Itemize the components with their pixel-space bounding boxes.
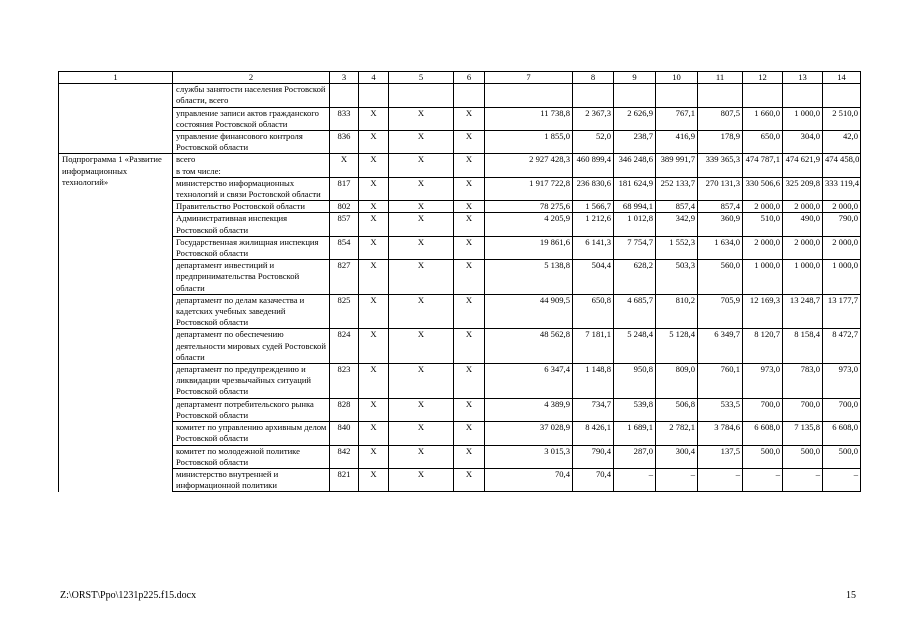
value-cell: 5 128,4 <box>656 329 698 364</box>
value-cell <box>330 84 359 107</box>
value-cell: X <box>359 294 389 329</box>
value-cell: 500,0 <box>823 445 861 468</box>
recipient-name: министерство внутренней и информационной политики <box>173 468 330 491</box>
value-cell: 12 169,3 <box>743 294 783 329</box>
value-cell: 490,0 <box>783 213 823 236</box>
value-cell: 137,5 <box>698 445 743 468</box>
value-cell: 389 991,7 <box>656 154 698 177</box>
value-cell: 339 365,3 <box>698 154 743 177</box>
table-row <box>59 398 861 421</box>
value-cell: 1 000,0 <box>743 260 783 295</box>
value-cell: 504,4 <box>573 260 614 295</box>
value-cell: – <box>656 468 698 491</box>
value-cell: X <box>454 398 485 421</box>
value-cell: 78 275,6 <box>485 201 573 213</box>
value-cell: 13 177,7 <box>823 294 861 329</box>
value-cell: – <box>698 468 743 491</box>
value-cell: 48 562,8 <box>485 329 573 364</box>
value-cell: 760,1 <box>698 364 743 399</box>
value-cell: X <box>454 422 485 445</box>
value-cell: 824 <box>330 329 359 364</box>
value-cell: 857,4 <box>656 201 698 213</box>
value-cell: X <box>330 154 359 177</box>
value-cell: 1 660,0 <box>743 107 783 130</box>
value-cell: 236 830,6 <box>573 177 614 200</box>
table-row <box>59 468 861 491</box>
recipient-name: департамент по делам казачества и кадетских учебных заведений Ростовской области <box>173 294 330 329</box>
value-cell: 346 248,6 <box>614 154 656 177</box>
blank-cell <box>59 131 173 154</box>
value-cell: 3 784,6 <box>698 422 743 445</box>
value-cell: X <box>454 236 485 259</box>
value-cell: – <box>743 468 783 491</box>
value-cell: X <box>389 201 454 213</box>
value-cell: X <box>359 107 389 130</box>
value-cell: 1 917 722,8 <box>485 177 573 200</box>
value-cell: 1 689,1 <box>614 422 656 445</box>
value-cell: X <box>454 468 485 491</box>
value-cell: 828 <box>330 398 359 421</box>
value-cell: X <box>389 468 454 491</box>
value-cell: 1 855,0 <box>485 131 573 154</box>
value-cell: 705,9 <box>698 294 743 329</box>
value-cell: 1 000,0 <box>823 260 861 295</box>
value-cell: 5 248,4 <box>614 329 656 364</box>
value-cell: 807,5 <box>698 107 743 130</box>
value-cell: X <box>359 364 389 399</box>
value-cell: 8 120,7 <box>743 329 783 364</box>
value-cell: X <box>359 468 389 491</box>
column-number: 2 <box>173 72 330 84</box>
value-cell: X <box>359 236 389 259</box>
value-cell: 823 <box>330 364 359 399</box>
value-cell: 510,0 <box>743 213 783 236</box>
column-number: 10 <box>656 72 698 84</box>
value-cell <box>743 84 783 107</box>
value-cell: 300,4 <box>656 445 698 468</box>
value-cell: 857,4 <box>698 201 743 213</box>
table-row <box>59 294 861 329</box>
value-cell: 1 148,8 <box>573 364 614 399</box>
value-cell <box>823 84 861 107</box>
value-cell: 6 608,0 <box>823 422 861 445</box>
table-row <box>59 329 861 364</box>
column-number: 5 <box>389 72 454 84</box>
value-cell: X <box>454 213 485 236</box>
table-row <box>59 154 861 177</box>
value-cell: 783,0 <box>783 364 823 399</box>
blank-cell <box>59 84 173 107</box>
value-cell: 821 <box>330 468 359 491</box>
value-cell: X <box>454 154 485 177</box>
value-cell: 857 <box>330 213 359 236</box>
column-number: 14 <box>823 72 861 84</box>
value-cell: X <box>359 398 389 421</box>
column-number: 6 <box>454 72 485 84</box>
value-cell: 44 909,5 <box>485 294 573 329</box>
value-cell: X <box>389 364 454 399</box>
value-cell: 4 389,9 <box>485 398 573 421</box>
table-row <box>59 131 861 154</box>
value-cell: 1 012,8 <box>614 213 656 236</box>
table-row <box>59 236 861 259</box>
value-cell: 4 685,7 <box>614 294 656 329</box>
value-cell: X <box>359 154 389 177</box>
value-cell: 836 <box>330 131 359 154</box>
value-cell: 825 <box>330 294 359 329</box>
value-cell: 474 458,0 <box>823 154 861 177</box>
value-cell: 500,0 <box>743 445 783 468</box>
value-cell: 1 552,3 <box>656 236 698 259</box>
value-cell: 790,4 <box>573 445 614 468</box>
recipient-name: министерство информационных технологий и связи Ростовской области <box>173 177 330 200</box>
recipient-name: Государственная жилищная инспекция Ростовской области <box>173 236 330 259</box>
value-cell: X <box>389 294 454 329</box>
value-cell: 270 131,3 <box>698 177 743 200</box>
value-cell: 304,0 <box>783 131 823 154</box>
column-number: 3 <box>330 72 359 84</box>
value-cell: X <box>454 329 485 364</box>
value-cell: 817 <box>330 177 359 200</box>
value-cell: 6 347,4 <box>485 364 573 399</box>
value-cell: 973,0 <box>823 364 861 399</box>
value-cell: 330 506,6 <box>743 177 783 200</box>
value-cell <box>485 84 573 107</box>
value-cell: 650,0 <box>743 131 783 154</box>
value-cell: 1 566,7 <box>573 201 614 213</box>
recipient-name: департамент по предупреждению и ликвидации чрезвычайных ситуаций Ростовской области <box>173 364 330 399</box>
value-cell: 560,0 <box>698 260 743 295</box>
value-cell: X <box>359 260 389 295</box>
value-cell: 767,1 <box>656 107 698 130</box>
value-cell: 2 927 428,3 <box>485 154 573 177</box>
value-cell <box>614 84 656 107</box>
table-row <box>59 213 861 236</box>
value-cell: 52,0 <box>573 131 614 154</box>
value-cell: X <box>359 201 389 213</box>
value-cell: 42,0 <box>823 131 861 154</box>
value-cell: 5 138,8 <box>485 260 573 295</box>
value-cell: 68 994,1 <box>614 201 656 213</box>
value-cell: X <box>389 107 454 130</box>
value-cell: X <box>389 131 454 154</box>
blank-cell <box>59 107 173 130</box>
value-cell: 11 738,8 <box>485 107 573 130</box>
value-cell <box>359 84 389 107</box>
value-cell: 700,0 <box>743 398 783 421</box>
value-cell: 6 349,7 <box>698 329 743 364</box>
value-cell: X <box>454 364 485 399</box>
value-cell: 7 181,1 <box>573 329 614 364</box>
value-cell: X <box>359 177 389 200</box>
value-cell: X <box>454 445 485 468</box>
value-cell: 2 367,3 <box>573 107 614 130</box>
value-cell: 840 <box>330 422 359 445</box>
value-cell: 8 426,1 <box>573 422 614 445</box>
value-cell: 8 472,7 <box>823 329 861 364</box>
value-cell: X <box>454 201 485 213</box>
value-cell: X <box>389 177 454 200</box>
value-cell: 19 861,6 <box>485 236 573 259</box>
value-cell: 1 000,0 <box>783 107 823 130</box>
column-number: 7 <box>485 72 573 84</box>
value-cell: X <box>389 236 454 259</box>
recipient-name: управление записи актов гражданского состояния Ростовской области <box>173 107 330 130</box>
value-cell: 500,0 <box>783 445 823 468</box>
value-cell: 650,8 <box>573 294 614 329</box>
table-row <box>59 260 861 295</box>
table-row <box>59 84 861 107</box>
value-cell: 2 000,0 <box>823 201 861 213</box>
value-cell: 973,0 <box>743 364 783 399</box>
value-cell: X <box>454 177 485 200</box>
recipient-name: комитет по молодежной политике Ростовской области <box>173 445 330 468</box>
value-cell: 950,8 <box>614 364 656 399</box>
value-cell: 333 119,4 <box>823 177 861 200</box>
value-cell: 700,0 <box>823 398 861 421</box>
value-cell: 506,8 <box>656 398 698 421</box>
value-cell: X <box>359 445 389 468</box>
value-cell: 533,5 <box>698 398 743 421</box>
value-cell: X <box>454 131 485 154</box>
recipient-name: департамент потребительского рынка Ростовской области <box>173 398 330 421</box>
value-cell: 2 000,0 <box>743 201 783 213</box>
column-number: 13 <box>783 72 823 84</box>
page-number: 15 <box>846 590 856 601</box>
value-cell: 178,9 <box>698 131 743 154</box>
value-cell: 1 212,6 <box>573 213 614 236</box>
recipient-name: Правительство Ростовской области <box>173 201 330 213</box>
recipient-name: Административная инспекция Ростовской области <box>173 213 330 236</box>
value-cell: X <box>359 131 389 154</box>
value-cell: 2 000,0 <box>743 236 783 259</box>
table-row <box>59 422 861 445</box>
value-cell: 2 000,0 <box>783 201 823 213</box>
value-cell: X <box>454 260 485 295</box>
value-cell: X <box>359 422 389 445</box>
table-row <box>59 107 861 130</box>
recipient-name: всего в том числе: <box>173 154 330 177</box>
value-cell: X <box>389 445 454 468</box>
value-cell: 7 754,7 <box>614 236 656 259</box>
column-number-row <box>59 72 861 84</box>
value-cell: – <box>823 468 861 491</box>
value-cell: 4 205,9 <box>485 213 573 236</box>
value-cell: 3 015,3 <box>485 445 573 468</box>
recipient-name: комитет по управлению архивным делом Ростовской области <box>173 422 330 445</box>
value-cell: 460 899,4 <box>573 154 614 177</box>
value-cell: 325 209,8 <box>783 177 823 200</box>
column-number: 1 <box>59 72 173 84</box>
value-cell: 854 <box>330 236 359 259</box>
value-cell: 802 <box>330 201 359 213</box>
value-cell: X <box>454 107 485 130</box>
table-row <box>59 201 861 213</box>
value-cell: 13 248,7 <box>783 294 823 329</box>
recipient-name: департамент инвестиций и предпринимательства Ростовской области <box>173 260 330 295</box>
value-cell: 7 135,8 <box>783 422 823 445</box>
table-row <box>59 445 861 468</box>
value-cell: 2 000,0 <box>823 236 861 259</box>
value-cell: X <box>389 422 454 445</box>
value-cell: 503,3 <box>656 260 698 295</box>
value-cell: 360,9 <box>698 213 743 236</box>
value-cell <box>573 84 614 107</box>
value-cell: 790,0 <box>823 213 861 236</box>
value-cell: 8 158,4 <box>783 329 823 364</box>
file-path: Z:\ORST\Ppo\1231p225.f15.docx <box>60 590 197 601</box>
value-cell: 70,4 <box>573 468 614 491</box>
value-cell: X <box>389 398 454 421</box>
value-cell: X <box>454 294 485 329</box>
value-cell: 2 000,0 <box>783 236 823 259</box>
value-cell: 2 782,1 <box>656 422 698 445</box>
program-label: Подпрограмма 1 «Развитие информационных технологий» <box>59 154 173 492</box>
value-cell <box>389 84 454 107</box>
column-number: 9 <box>614 72 656 84</box>
column-number: 12 <box>743 72 783 84</box>
value-cell: 810,2 <box>656 294 698 329</box>
value-cell <box>454 84 485 107</box>
column-number: 8 <box>573 72 614 84</box>
value-cell: 70,4 <box>485 468 573 491</box>
value-cell: X <box>359 213 389 236</box>
value-cell: 1 000,0 <box>783 260 823 295</box>
value-cell: – <box>783 468 823 491</box>
value-cell: X <box>389 213 454 236</box>
value-cell <box>698 84 743 107</box>
table-row <box>59 364 861 399</box>
value-cell: 181 624,9 <box>614 177 656 200</box>
value-cell: 539,8 <box>614 398 656 421</box>
recipient-name: управление финансового контроля Ростовской области <box>173 131 330 154</box>
value-cell: 474 621,9 <box>783 154 823 177</box>
value-cell: – <box>614 468 656 491</box>
value-cell: X <box>389 260 454 295</box>
value-cell: 37 028,9 <box>485 422 573 445</box>
budget-table <box>58 71 861 492</box>
value-cell: 2 626,9 <box>614 107 656 130</box>
recipient-name: службы занятости населения Ростовской области, всего <box>173 84 330 107</box>
value-cell: 6 141,3 <box>573 236 614 259</box>
value-cell: 416,9 <box>656 131 698 154</box>
value-cell <box>656 84 698 107</box>
value-cell: X <box>359 329 389 364</box>
recipient-name: департамент по обеспечению деятельности мировых судей Ростовской области <box>173 329 330 364</box>
column-number: 4 <box>359 72 389 84</box>
value-cell: 809,0 <box>656 364 698 399</box>
value-cell: 252 133,7 <box>656 177 698 200</box>
value-cell <box>783 84 823 107</box>
value-cell: X <box>389 154 454 177</box>
value-cell: 287,0 <box>614 445 656 468</box>
value-cell: 342,9 <box>656 213 698 236</box>
value-cell: 734,7 <box>573 398 614 421</box>
value-cell: 628,2 <box>614 260 656 295</box>
value-cell: 474 787,1 <box>743 154 783 177</box>
column-number: 11 <box>698 72 743 84</box>
value-cell: 6 608,0 <box>743 422 783 445</box>
value-cell: 833 <box>330 107 359 130</box>
value-cell: 842 <box>330 445 359 468</box>
value-cell: 827 <box>330 260 359 295</box>
value-cell: 238,7 <box>614 131 656 154</box>
table-row <box>59 177 861 200</box>
value-cell: 2 510,0 <box>823 107 861 130</box>
value-cell: X <box>389 329 454 364</box>
value-cell: 1 634,0 <box>698 236 743 259</box>
value-cell: 700,0 <box>783 398 823 421</box>
